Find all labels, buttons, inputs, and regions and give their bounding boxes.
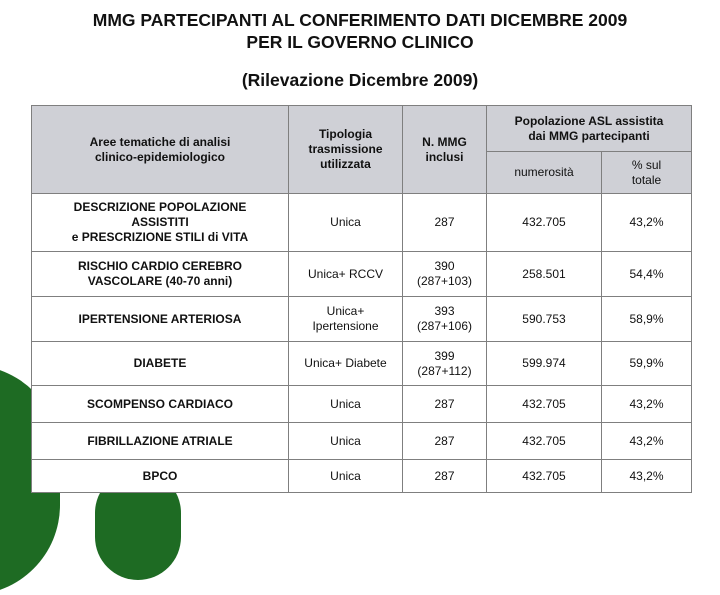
tipologia-line: Unica — [330, 433, 361, 448]
mmg-cell — [403, 342, 487, 386]
area-cell — [32, 297, 289, 342]
mmg-line: (287+106) — [416, 319, 473, 333]
header-popolazione-line1: Popolazione ASL assistita — [514, 113, 664, 128]
header-percent-line2: totale — [631, 172, 662, 187]
mmg-line: 399 — [434, 348, 455, 363]
area-cell — [32, 460, 289, 493]
tipologia-cell — [289, 252, 403, 297]
area-line: DESCRIZIONE POPOLAZIONE — [73, 200, 247, 214]
percent-cell: 59,9% — [602, 342, 692, 386]
mmg-line: 287 — [434, 215, 455, 229]
area-line: BPCO — [142, 468, 178, 483]
header-tipologia-line3: utilizzata — [320, 157, 371, 171]
area-line: RISCHIO CARDIO CEREBRO — [77, 259, 242, 273]
percent-cell: 43,2% — [602, 194, 692, 252]
page-title-line1: MMG PARTECIPANTI AL CONFERIMENTO DATI DICEMBRE 2009 — [92, 10, 628, 30]
area-cell — [32, 342, 289, 386]
header-area-line1: Aree tematiche di analisi — [89, 134, 231, 149]
table-body — [32, 194, 692, 493]
numerosita-cell: 432.705 — [487, 460, 602, 493]
area-cell — [32, 423, 289, 460]
mmg-line: 393 — [434, 304, 455, 318]
mmg-cell — [403, 297, 487, 342]
tipologia-cell — [289, 297, 403, 342]
percent-cell: 43,2% — [602, 423, 692, 460]
tipologia-cell — [289, 342, 403, 386]
mmg-line: (287+112) — [417, 363, 472, 378]
mmg-line: 287 — [434, 396, 455, 411]
mmg-line: (287+103) — [416, 274, 473, 288]
table-row — [32, 460, 692, 493]
tipologia-line: Unica — [330, 215, 361, 229]
mmg-cell — [403, 460, 487, 493]
area-cell — [32, 194, 289, 252]
header-percent — [602, 152, 692, 194]
header-mmg-line2: inclusi — [425, 149, 464, 164]
header-numerosita: numerosità — [487, 152, 602, 194]
numerosita-cell: 432.705 — [487, 194, 602, 252]
header-mmg — [403, 106, 487, 194]
tipologia-line: Unica — [330, 468, 361, 483]
tipologia-line: Unica+ — [326, 304, 365, 318]
table-row — [32, 342, 692, 386]
tipologia-line: Unica+ RCCV — [307, 266, 384, 281]
mmg-cell — [403, 252, 487, 297]
tipologia-line: Unica+ Diabete — [304, 356, 387, 370]
tipologia-line: Ipertensione — [312, 319, 379, 333]
area-line: IPERTENSIONE ARTERIOSA — [78, 311, 242, 326]
header-percent-line1: % sul — [631, 157, 662, 172]
tipologia-cell — [289, 460, 403, 493]
area-line: e PRESCRIZIONE STILI di VITA — [71, 230, 249, 244]
area-cell — [32, 386, 289, 423]
table-row — [32, 194, 692, 252]
mmg-cell — [403, 386, 487, 423]
percent-cell: 54,4% — [602, 252, 692, 297]
percent-cell: 43,2% — [602, 460, 692, 493]
area-line: SCOMPENSO CARDIACO — [86, 396, 233, 411]
area-line: DIABETE — [133, 356, 187, 370]
mmg-line: 287 — [434, 468, 455, 483]
percent-cell: 43,2% — [602, 386, 692, 423]
percent-cell: 58,9% — [602, 297, 692, 342]
numerosita-cell: 599.974 — [487, 342, 602, 386]
mmg-line: 390 — [434, 259, 455, 273]
area-line: FIBRILLAZIONE ATRIALE — [87, 433, 233, 448]
page-title-line2: PER IL GOVERNO CLINICO — [246, 32, 474, 52]
area-line: ASSISTITI — [131, 215, 189, 229]
table-row — [32, 423, 692, 460]
page-subtitle: (Rilevazione Dicembre 2009) — [241, 70, 479, 90]
mmg-data-table — [31, 105, 692, 493]
header-mmg-line1: N. MMG — [422, 134, 467, 149]
tipologia-cell — [289, 423, 403, 460]
header-tipologia — [289, 106, 403, 194]
header-area-line2: clinico-epidemiologico — [94, 149, 225, 164]
numerosita-cell: 258.501 — [487, 252, 602, 297]
tipologia-cell — [289, 194, 403, 252]
mmg-line: 287 — [434, 433, 455, 448]
mmg-cell — [403, 194, 487, 252]
header-tipologia-line1: Tipologia — [318, 127, 373, 141]
header-popolazione-line2: dai MMG partecipanti — [528, 128, 650, 143]
tipologia-cell — [289, 386, 403, 423]
mmg-cell — [403, 423, 487, 460]
numerosita-cell: 432.705 — [487, 423, 602, 460]
table-row — [32, 386, 692, 423]
page-title — [0, 9, 720, 53]
tipologia-line: Unica — [330, 396, 361, 411]
area-cell — [32, 252, 289, 297]
numerosita-cell: 432.705 — [487, 386, 602, 423]
table-row — [32, 297, 692, 342]
numerosita-cell: 590.753 — [487, 297, 602, 342]
header-tipologia-line2: trasmissione — [308, 142, 383, 156]
header-area — [32, 106, 289, 194]
table-row — [32, 252, 692, 297]
header-popolazione — [487, 106, 692, 152]
area-line: VASCOLARE (40-70 anni) — [87, 274, 233, 288]
